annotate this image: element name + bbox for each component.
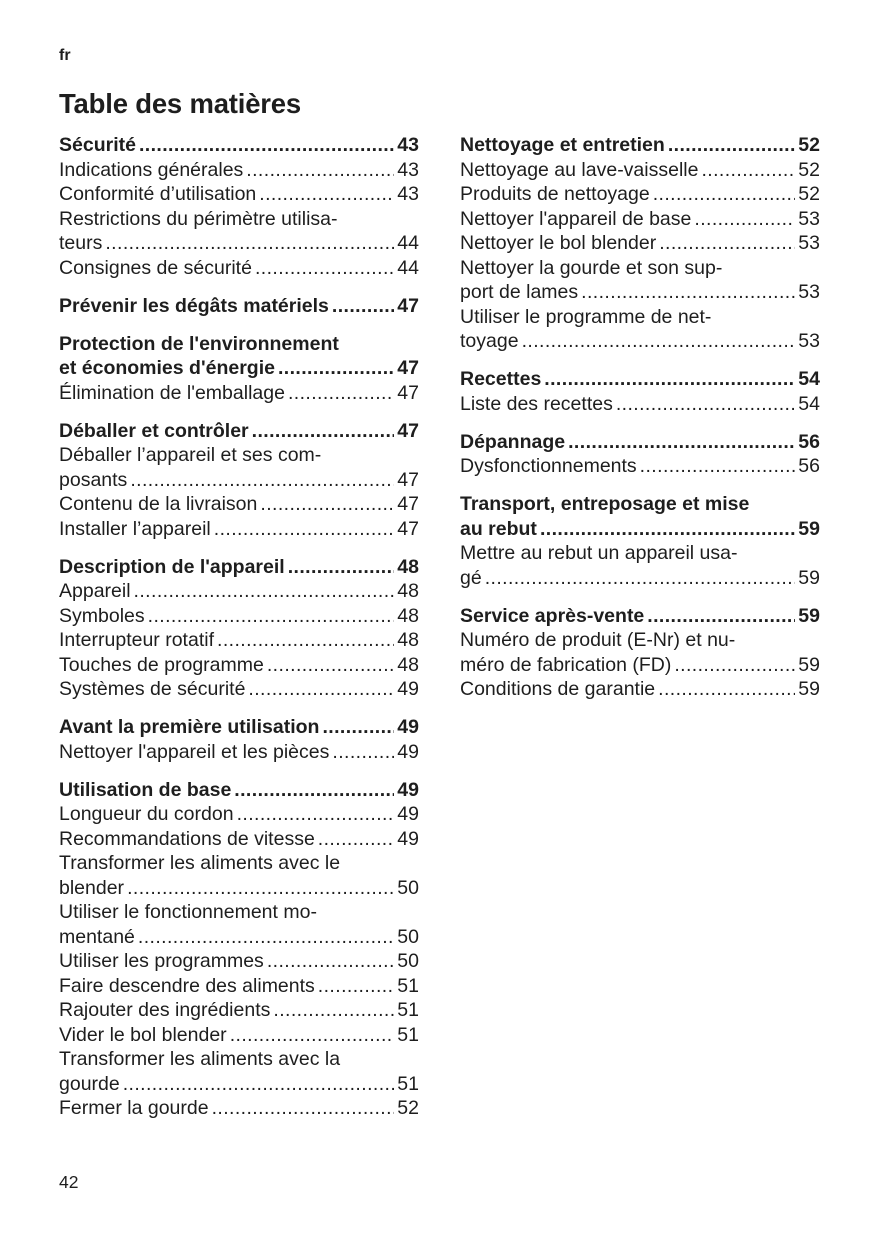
page-ref: 52 [798, 183, 820, 205]
toc-entry-row [59, 256, 419, 281]
dot-leader [252, 419, 395, 444]
toc-entry-text: Nettoyer la gourde et son sup- [460, 256, 723, 279]
toc-entry-row [460, 653, 820, 678]
dot-leader [322, 715, 394, 740]
toc-section-utilisation-de-base [59, 778, 419, 1121]
toc-entry-text: Utiliser le fonctionnement mo- [59, 901, 317, 923]
toc-entry [59, 802, 419, 827]
section-heading-text: Protection de l'environnement [59, 332, 339, 355]
toc-entry [59, 974, 419, 999]
page-ref: 48 [397, 604, 419, 627]
toc-entry [460, 392, 820, 417]
toc-entry-text: Mettre au rebut un appareil usa- [460, 542, 738, 564]
toc-entry [59, 653, 419, 678]
page-ref: 59 [798, 517, 820, 540]
page-ref: 44 [397, 256, 419, 279]
section-heading-text: Prévenir les dégâts matériels [59, 294, 329, 317]
section-heading-text: Recettes [460, 368, 542, 390]
page-ref: 48 [397, 629, 419, 651]
dot-leader [581, 280, 795, 305]
page-ref: 51 [397, 974, 419, 997]
toc-entry [460, 305, 820, 354]
section-heading [460, 430, 820, 455]
toc-section-recettes [460, 367, 820, 416]
toc-entry-row [460, 280, 820, 305]
toc-entry-row [460, 158, 820, 183]
toc-section-prevenir-les-degats-materiels [59, 294, 419, 319]
dot-leader [288, 555, 395, 580]
section-heading-row [59, 356, 419, 381]
page-ref: 50 [397, 950, 419, 972]
toc-entry-text: Nettoyer l'appareil de base [460, 207, 692, 230]
page-number: 42 [59, 1172, 79, 1192]
toc-entry-text: mentané [59, 925, 135, 948]
toc-section-protection-de-l-environnement-et-economies-d-energie [59, 332, 419, 406]
dot-leader [248, 677, 394, 702]
dot-leader [123, 1072, 395, 1097]
page-ref: 51 [397, 1023, 419, 1046]
toc-entry-text: Déballer l’appareil et ses com- [59, 444, 322, 466]
dot-leader [237, 802, 395, 827]
toc-entry-row [59, 740, 419, 765]
toc-section-description-de-l-appareil [59, 555, 419, 702]
toc-entry-row [460, 677, 820, 702]
page-ref: 47 [397, 294, 419, 317]
page-ref: 48 [397, 653, 419, 676]
toc-entry-row [59, 492, 419, 517]
toc-entry [59, 256, 419, 281]
dot-leader [332, 740, 394, 765]
page-ref: 53 [798, 281, 820, 303]
dot-leader [267, 653, 394, 678]
page-ref: 43 [397, 134, 419, 156]
dot-leader [318, 974, 395, 999]
page-ref: 59 [798, 653, 820, 676]
toc-entry-text: Utiliser les programmes [59, 950, 264, 972]
section-heading-row [460, 133, 820, 158]
section-heading-text: Nettoyage et entretien [460, 134, 665, 156]
dot-leader [148, 604, 395, 629]
toc-entry-text: Vider le bol blender [59, 1023, 227, 1046]
section-heading-text: et économies d'énergie [59, 357, 275, 379]
toc-entry-text: Utiliser le programme de net- [460, 305, 712, 328]
dot-leader [668, 133, 795, 158]
toc-entry-text: Dysfonctionnements [460, 455, 637, 477]
toc-section-transport-entreposage-et-mise-au-rebut [460, 492, 820, 590]
dot-leader [139, 133, 394, 158]
dot-leader [138, 925, 394, 950]
toc-entry-text: Appareil [59, 580, 131, 602]
toc-entry-row [460, 231, 820, 256]
toc-entry-row [59, 876, 419, 901]
toc-section-nettoyage-et-entretien [460, 133, 820, 354]
dot-leader [259, 182, 394, 207]
page-ref: 59 [798, 566, 820, 589]
dot-leader [127, 876, 394, 901]
toc-entry [59, 381, 419, 406]
toc-entry-text: Faire descendre des aliments [59, 974, 315, 997]
dot-leader [485, 566, 796, 591]
toc-entry [59, 740, 419, 765]
toc-entry-row [59, 381, 419, 406]
dot-leader [332, 294, 394, 319]
section-heading-row [59, 778, 419, 803]
page-ref: 52 [397, 1097, 419, 1119]
toc-entry-text: Nettoyage au lave-vaisselle [460, 158, 699, 181]
toc-entry-row [59, 925, 419, 950]
dot-leader [255, 256, 394, 281]
dot-leader [278, 356, 394, 381]
page-ref: 53 [798, 232, 820, 254]
section-heading-row [59, 294, 419, 319]
section-heading [59, 133, 419, 158]
dot-leader [234, 778, 394, 803]
dot-leader [217, 628, 394, 653]
page-ref: 47 [397, 493, 419, 515]
toc-entry-text: Contenu de la livraison [59, 493, 258, 515]
page-ref: 48 [397, 555, 419, 578]
toc-entry-text: Symboles [59, 604, 145, 627]
page-ref: 47 [397, 468, 419, 491]
toc-entry-row [59, 677, 419, 702]
section-heading-row [460, 430, 820, 455]
toc-entry [59, 827, 419, 852]
toc-entry-text: toyage [460, 330, 519, 352]
section-heading-text: Service après-vente [460, 604, 645, 627]
page-ref: 50 [397, 876, 419, 899]
toc-entry-text: Installer l’appareil [59, 517, 211, 540]
toc-entry-text: Indications générales [59, 158, 244, 181]
toc-entry-row [59, 827, 419, 852]
section-heading-row [59, 419, 419, 444]
toc-entry [59, 1023, 419, 1048]
toc-entry-text: Rajouter des ingrédients [59, 999, 271, 1021]
dot-leader [267, 949, 394, 974]
toc-entry [59, 900, 419, 949]
section-heading [460, 367, 820, 392]
dot-leader [674, 653, 795, 678]
toc-entry-text: Nettoyer l'appareil et les pièces [59, 740, 330, 763]
toc-entry-row [59, 998, 419, 1023]
section-heading-row [59, 715, 419, 740]
page-ref: 49 [397, 803, 419, 825]
section-heading-row [460, 367, 820, 392]
toc-entry [59, 949, 419, 974]
toc-entry [59, 998, 419, 1023]
dot-leader [288, 381, 394, 406]
page-ref: 51 [397, 999, 419, 1021]
section-heading-text: Dépannage [460, 430, 566, 453]
toc-entry-row [460, 566, 820, 591]
section-heading [59, 715, 419, 740]
toc-entry [59, 182, 419, 207]
dot-leader [230, 1023, 395, 1048]
toc-entry [59, 517, 419, 542]
dot-leader [544, 367, 795, 392]
page-ref: 54 [798, 392, 820, 415]
language-code: fr [59, 47, 71, 64]
toc-entry-text: Interrupteur rotatif [59, 629, 214, 651]
dot-leader [616, 392, 795, 417]
section-heading-row [460, 517, 820, 542]
page-ref: 43 [397, 183, 419, 205]
toc-entry-text: port de lames [460, 281, 579, 303]
page-ref: 49 [397, 678, 419, 700]
page-ref: 56 [798, 455, 820, 477]
toc-entry-text: blender [59, 876, 125, 899]
toc-entry [460, 628, 820, 677]
toc-entry-text: Transformer les aliments avec le [59, 852, 341, 874]
page-ref: 49 [397, 778, 419, 801]
toc-entry-text: Restrictions du périmètre utilisa- [59, 207, 338, 230]
toc-entry-text: teurs [59, 232, 103, 254]
toc-section-deballer-et-controler [59, 419, 419, 542]
dot-leader [273, 998, 394, 1023]
page-ref: 51 [397, 1072, 419, 1095]
toc-entry-row [59, 653, 419, 678]
dot-leader [134, 579, 395, 604]
toc-entry [59, 492, 419, 517]
section-heading-row [59, 555, 419, 580]
dot-leader [318, 827, 395, 852]
page-ref: 52 [798, 158, 820, 181]
toc-entry-text: Touches de programme [59, 653, 264, 676]
dot-leader [260, 492, 394, 517]
section-heading [460, 604, 820, 629]
toc-entry [460, 541, 820, 590]
toc-entry-row [59, 974, 419, 999]
section-heading-text: Transport, entreposage et mise [460, 493, 750, 515]
toc-entry [59, 158, 419, 183]
page-ref: 59 [798, 678, 820, 700]
dot-leader [659, 231, 795, 256]
section-heading-text: Description de l'appareil [59, 555, 285, 578]
toc-entry-text: Fermer la gourde [59, 1097, 209, 1119]
toc-entry-text: Numéro de produit (E-Nr) et nu- [460, 629, 736, 651]
dot-leader [130, 468, 394, 493]
toc-entry-text: gourde [59, 1072, 120, 1095]
page-ref: 53 [798, 207, 820, 230]
page-ref: 48 [397, 580, 419, 602]
dot-leader [522, 329, 796, 354]
dot-leader [105, 231, 394, 256]
page-ref: 56 [798, 430, 820, 453]
toc-entry-text: posants [59, 468, 128, 491]
section-heading [59, 778, 419, 803]
toc-entry-row [59, 628, 419, 653]
dot-leader [653, 182, 796, 207]
page-ref: 49 [397, 827, 419, 850]
section-heading [59, 419, 419, 444]
toc-entry-row [59, 158, 419, 183]
toc-entry-text: Liste des recettes [460, 392, 613, 415]
toc-entry [59, 1096, 419, 1121]
toc-section-depannage [460, 430, 820, 479]
section-heading [460, 492, 820, 541]
page-ref: 52 [798, 134, 820, 156]
dot-leader [212, 1096, 395, 1121]
toc-entry [59, 604, 419, 629]
toc-entry-text: Conditions de garantie [460, 678, 656, 700]
section-heading-text: au rebut [460, 517, 537, 540]
toc-section-service-apres-vente [460, 604, 820, 702]
toc-entry-row [460, 392, 820, 417]
toc-entry [460, 182, 820, 207]
toc-entry-row [460, 207, 820, 232]
toc-entry-text: Consignes de sécurité [59, 256, 252, 279]
toc-column-left [59, 133, 419, 1134]
section-heading-text: Utilisation de base [59, 778, 232, 801]
section-heading-text: Sécurité [59, 134, 136, 156]
toc-entry-row [59, 1096, 419, 1121]
page-ref: 47 [397, 381, 419, 404]
page-ref: 47 [397, 419, 419, 442]
toc-entry-text: Nettoyer le bol blender [460, 232, 657, 254]
page-ref: 54 [798, 368, 820, 390]
section-heading [59, 332, 419, 381]
dot-leader [658, 677, 795, 702]
toc-entry [59, 579, 419, 604]
toc-entry [59, 1047, 419, 1096]
page-ref: 50 [397, 925, 419, 948]
toc-entry [59, 851, 419, 900]
page-title: Table des matières [59, 88, 301, 119]
toc-entry [59, 207, 419, 256]
dot-leader [246, 158, 394, 183]
page-ref: 49 [397, 716, 419, 738]
page-ref: 47 [397, 517, 419, 540]
toc-entry-row [59, 468, 419, 493]
toc-entry [460, 158, 820, 183]
section-heading [59, 555, 419, 580]
toc-entry-row [59, 1023, 419, 1048]
dot-leader [214, 517, 395, 542]
dot-leader [647, 604, 795, 629]
toc-entry [460, 231, 820, 256]
dot-leader [640, 454, 796, 479]
dot-leader [568, 430, 795, 455]
toc-entry [59, 443, 419, 492]
dot-leader [540, 517, 795, 542]
toc-entry-text: Produits de nettoyage [460, 183, 650, 205]
page-ref: 49 [397, 740, 419, 763]
toc-entry [460, 677, 820, 702]
section-heading [460, 133, 820, 158]
toc-entry-row [460, 329, 820, 354]
toc-entry [460, 256, 820, 305]
dot-leader [701, 158, 795, 183]
toc-entry-text: Recommandations de vitesse [59, 827, 315, 850]
toc-entry-row [59, 231, 419, 256]
toc-entry-text: Conformité d’utilisation [59, 183, 257, 205]
toc-column-right [460, 133, 820, 715]
toc-entry-text: méro de fabrication (FD) [460, 653, 672, 676]
toc-entry-text: Transformer les aliments avec la [59, 1048, 341, 1070]
dot-leader [694, 207, 795, 232]
toc-entry-row [59, 949, 419, 974]
section-heading-text: Avant la première utilisation [59, 716, 320, 738]
toc-entry-row [460, 454, 820, 479]
toc-entry-text: gé [460, 566, 482, 589]
page-ref: 53 [798, 330, 820, 352]
section-heading-row [460, 604, 820, 629]
toc-entry-row [59, 579, 419, 604]
toc-entry-row [59, 1072, 419, 1097]
toc-section-avant-la-premiere-utilisation [59, 715, 419, 764]
toc-entry [460, 207, 820, 232]
toc-entry [460, 454, 820, 479]
toc-entry-text: Systèmes de sécurité [59, 678, 246, 700]
page-ref: 47 [397, 357, 419, 379]
section-heading-row [59, 133, 419, 158]
toc-entry-row [59, 517, 419, 542]
toc-section-securite [59, 133, 419, 280]
toc-entry [59, 677, 419, 702]
toc-entry-row [59, 604, 419, 629]
section-heading [59, 294, 419, 319]
page-ref: 44 [397, 232, 419, 254]
section-heading-text: Déballer et contrôler [59, 419, 249, 442]
toc-entry [59, 628, 419, 653]
toc-entry-text: Longueur du cordon [59, 803, 234, 825]
toc-entry-row [59, 802, 419, 827]
toc-entry-row [460, 182, 820, 207]
toc-entry-row [59, 182, 419, 207]
page-ref: 59 [798, 604, 820, 627]
page-ref: 43 [397, 158, 419, 181]
toc-entry-text: Élimination de l'emballage [59, 381, 285, 404]
